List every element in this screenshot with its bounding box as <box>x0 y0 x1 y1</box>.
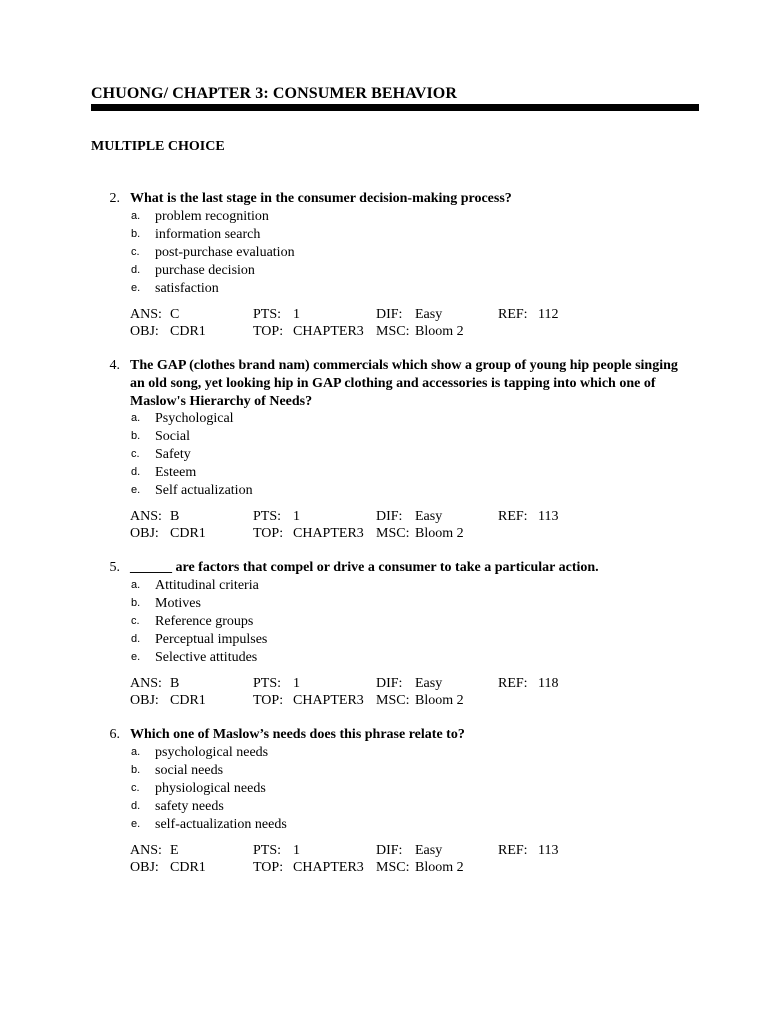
dif-label: DIF: <box>376 843 403 858</box>
choice-text: information search <box>155 227 261 242</box>
choice-item <box>0 428 768 446</box>
pts-value: 1 <box>293 843 300 858</box>
top-value: CHAPTER3 <box>293 860 364 875</box>
dif-value: Easy <box>415 676 443 691</box>
dif-label: DIF: <box>376 676 403 691</box>
choice-text: problem recognition <box>155 209 269 224</box>
choice-letter: e. <box>131 282 141 294</box>
choice-item <box>0 262 768 280</box>
choice-text: social needs <box>155 763 224 778</box>
choice-letter: d. <box>131 633 141 645</box>
pts-label: PTS: <box>253 676 282 691</box>
choice-item <box>0 410 768 428</box>
section-title: MULTIPLE CHOICE <box>91 139 225 154</box>
obj-label: OBJ: <box>130 526 159 541</box>
choice-item <box>0 226 768 244</box>
choice-item <box>0 631 768 649</box>
ans-value: B <box>170 676 180 691</box>
answer-meta-row <box>0 675 768 693</box>
dif-label: DIF: <box>376 307 403 322</box>
obj-label: OBJ: <box>130 693 159 708</box>
answer-meta-row <box>0 306 768 324</box>
objective-meta-row <box>0 692 768 710</box>
choice-item <box>0 762 768 780</box>
choice-text: purchase decision <box>155 263 255 278</box>
question-number: 6. <box>109 727 120 742</box>
msc-value: Bloom 2 <box>415 526 464 541</box>
pts-value: 1 <box>293 676 300 691</box>
ans-label: ANS: <box>130 676 162 691</box>
choice-text: Social <box>155 429 190 444</box>
choice-letter: c. <box>131 448 140 460</box>
choice-text: physiological needs <box>155 781 266 796</box>
choice-letter: e. <box>131 818 141 830</box>
top-label: TOP: <box>253 860 284 875</box>
choice-text: Psychological <box>155 411 234 426</box>
choice-text: post-purchase evaluation <box>155 245 295 260</box>
msc-label: MSC: <box>376 526 410 541</box>
msc-label: MSC: <box>376 693 410 708</box>
choice-item <box>0 464 768 482</box>
choice-item <box>0 446 768 464</box>
choice-letter: e. <box>131 484 141 496</box>
pts-value: 1 <box>293 307 300 322</box>
choice-item <box>0 244 768 262</box>
answer-meta-row <box>0 842 768 860</box>
choice-letter: c. <box>131 615 140 627</box>
dif-label: DIF: <box>376 509 403 524</box>
obj-label: OBJ: <box>130 324 159 339</box>
answer-meta-row <box>0 508 768 526</box>
ans-value: C <box>170 307 180 322</box>
choice-text: Self actualization <box>155 483 253 498</box>
choice-item <box>0 613 768 631</box>
title-rule <box>91 104 699 111</box>
top-value: CHAPTER3 <box>293 526 364 541</box>
msc-label: MSC: <box>376 860 410 875</box>
dif-value: Easy <box>415 307 443 322</box>
ref-label: REF: <box>498 509 528 524</box>
pts-label: PTS: <box>253 843 282 858</box>
ans-label: ANS: <box>130 307 162 322</box>
ref-value: 112 <box>538 307 559 322</box>
question-number: 2. <box>109 191 120 206</box>
choice-item <box>0 577 768 595</box>
question-text: ______ are factors that compel or drive a consumer to take a particular action. <box>130 560 599 575</box>
ans-label: ANS: <box>130 509 162 524</box>
choice-item <box>0 744 768 762</box>
ref-value: 118 <box>538 676 559 691</box>
question-text: What is the last stage in the consumer decision-making process? <box>130 191 512 206</box>
obj-value: CDR1 <box>170 324 206 339</box>
top-label: TOP: <box>253 693 284 708</box>
choice-text: self-actualization needs <box>155 817 287 832</box>
choice-letter: c. <box>131 246 140 258</box>
choice-text: satisfaction <box>155 281 219 296</box>
ans-value: E <box>170 843 179 858</box>
question-text: The GAP (clothes brand nam) commercials which show a group of young hip people singing an old song, yet looking hip in GAP clothing and accessories is tapping into which one of Maslow's Hierarchy of Needs? <box>130 358 678 409</box>
question-number: 5. <box>109 560 120 575</box>
choice-letter: d. <box>131 466 141 478</box>
dif-value: Easy <box>415 509 443 524</box>
choice-text: Attitudinal criteria <box>155 578 259 593</box>
top-label: TOP: <box>253 526 284 541</box>
pts-value: 1 <box>293 509 300 524</box>
question-text: Which one of Maslow’s needs does this phrase relate to? <box>130 727 465 742</box>
choice-text: Reference groups <box>155 614 254 629</box>
choice-letter: a. <box>131 746 141 758</box>
dif-value: Easy <box>415 843 443 858</box>
choice-item <box>0 798 768 816</box>
obj-value: CDR1 <box>170 526 206 541</box>
choice-item <box>0 595 768 613</box>
choice-letter: b. <box>131 764 141 776</box>
ref-label: REF: <box>498 676 528 691</box>
choice-item <box>0 280 768 298</box>
ref-label: REF: <box>498 843 528 858</box>
obj-value: CDR1 <box>170 860 206 875</box>
msc-label: MSC: <box>376 324 410 339</box>
question-number: 4. <box>109 358 120 373</box>
choice-letter: b. <box>131 597 141 609</box>
choice-item <box>0 816 768 834</box>
msc-value: Bloom 2 <box>415 324 464 339</box>
msc-value: Bloom 2 <box>415 860 464 875</box>
top-value: CHAPTER3 <box>293 324 364 339</box>
choice-letter: b. <box>131 430 141 442</box>
pts-label: PTS: <box>253 307 282 322</box>
choice-item <box>0 649 768 667</box>
ref-value: 113 <box>538 509 559 524</box>
choice-item <box>0 780 768 798</box>
choice-text: Perceptual impulses <box>155 632 268 647</box>
choice-letter: d. <box>131 800 141 812</box>
choice-item <box>0 208 768 226</box>
obj-value: CDR1 <box>170 693 206 708</box>
top-label: TOP: <box>253 324 284 339</box>
ref-label: REF: <box>498 307 528 322</box>
obj-label: OBJ: <box>130 860 159 875</box>
ref-value: 113 <box>538 843 559 858</box>
choice-letter: a. <box>131 579 141 591</box>
choice-item <box>0 482 768 500</box>
ans-label: ANS: <box>130 843 162 858</box>
choice-letter: c. <box>131 782 140 794</box>
choice-letter: d. <box>131 264 141 276</box>
objective-meta-row <box>0 525 768 543</box>
choice-letter: a. <box>131 210 141 222</box>
objective-meta-row <box>0 323 768 341</box>
ans-value: B <box>170 509 180 524</box>
choice-letter: a. <box>131 412 141 424</box>
choice-text: Esteem <box>155 465 197 480</box>
pts-label: PTS: <box>253 509 282 524</box>
choice-text: psychological needs <box>155 745 269 760</box>
top-value: CHAPTER3 <box>293 693 364 708</box>
choice-text: safety needs <box>155 799 224 814</box>
choice-letter: b. <box>131 228 141 240</box>
objective-meta-row <box>0 859 768 877</box>
choice-text: Selective attitudes <box>155 650 258 665</box>
msc-value: Bloom 2 <box>415 693 464 708</box>
choice-text: Motives <box>155 596 201 611</box>
choice-letter: e. <box>131 651 141 663</box>
choice-text: Safety <box>155 447 191 462</box>
chapter-title: CHUONG/ CHAPTER 3: CONSUMER BEHAVIOR <box>91 85 457 102</box>
